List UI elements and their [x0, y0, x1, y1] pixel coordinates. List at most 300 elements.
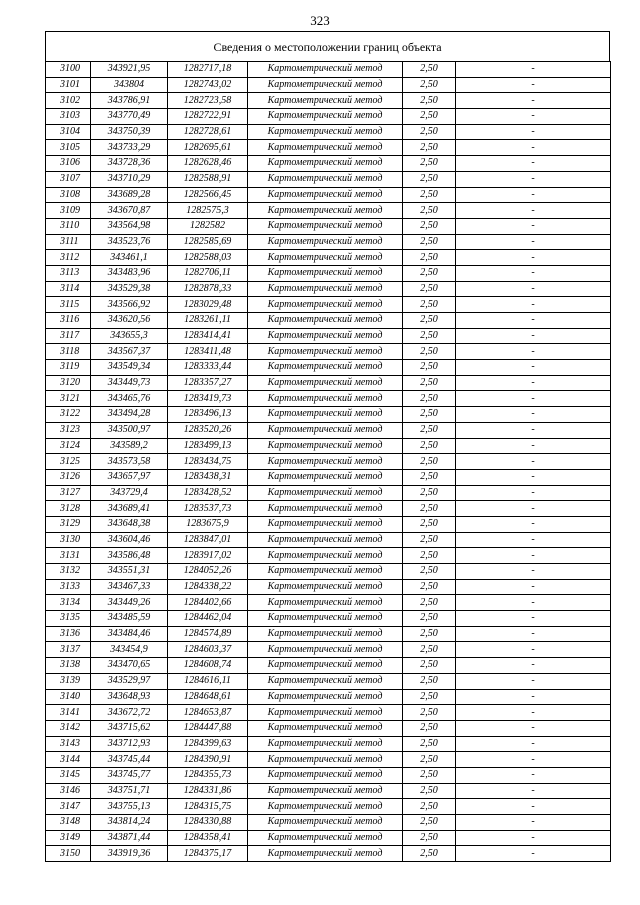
note-cell: - — [456, 799, 611, 815]
point-number-cell: 3140 — [46, 689, 91, 705]
table-row — [46, 720, 611, 736]
note-cell: - — [456, 422, 611, 438]
accuracy-cell: 2,50 — [403, 281, 456, 297]
note-cell: - — [456, 328, 611, 344]
point-number-cell: 3137 — [46, 642, 91, 658]
note-cell: - — [456, 313, 611, 329]
x-coordinate-cell: 343871,44 — [91, 830, 168, 846]
table-row — [46, 799, 611, 815]
accuracy-cell: 2,50 — [403, 438, 456, 454]
method-cell: Картометрический метод — [248, 642, 403, 658]
table-row — [46, 532, 611, 548]
method-cell: Картометрический метод — [248, 344, 403, 360]
accuracy-cell: 2,50 — [403, 407, 456, 423]
point-number-cell: 3129 — [46, 516, 91, 532]
table-row — [46, 454, 611, 470]
y-coordinate-cell: 1283847,01 — [168, 532, 248, 548]
accuracy-cell: 2,50 — [403, 109, 456, 125]
method-cell: Картометрический метод — [248, 830, 403, 846]
table-row — [46, 203, 611, 219]
y-coordinate-cell: 1283917,02 — [168, 548, 248, 564]
point-number-cell: 3115 — [46, 297, 91, 313]
note-cell: - — [456, 548, 611, 564]
x-coordinate-cell: 343485,59 — [91, 611, 168, 627]
table-row — [46, 250, 611, 266]
method-cell: Картометрический метод — [248, 218, 403, 234]
method-cell: Картометрический метод — [248, 501, 403, 517]
method-cell: Картометрический метод — [248, 736, 403, 752]
method-cell: Картометрический метод — [248, 579, 403, 595]
table-row — [46, 140, 611, 156]
point-number-cell: 3111 — [46, 234, 91, 250]
method-cell: Картометрический метод — [248, 658, 403, 674]
method-cell: Картометрический метод — [248, 187, 403, 203]
method-cell: Картометрический метод — [248, 752, 403, 768]
accuracy-cell: 2,50 — [403, 626, 456, 642]
accuracy-cell: 2,50 — [403, 93, 456, 109]
note-cell: - — [456, 720, 611, 736]
x-coordinate-cell: 343567,37 — [91, 344, 168, 360]
table-row — [46, 124, 611, 140]
y-coordinate-cell: 1283411,48 — [168, 344, 248, 360]
x-coordinate-cell: 343733,29 — [91, 140, 168, 156]
x-coordinate-cell: 343689,28 — [91, 187, 168, 203]
point-number-cell: 3101 — [46, 77, 91, 93]
table-title: Сведения о местоположении границ объекта — [45, 31, 610, 61]
method-cell: Картометрический метод — [248, 375, 403, 391]
y-coordinate-cell: 1283414,41 — [168, 328, 248, 344]
accuracy-cell: 2,50 — [403, 501, 456, 517]
y-coordinate-cell: 1282878,33 — [168, 281, 248, 297]
method-cell: Картометрический метод — [248, 438, 403, 454]
x-coordinate-cell: 343745,44 — [91, 752, 168, 768]
note-cell: - — [456, 579, 611, 595]
note-cell: - — [456, 815, 611, 831]
note-cell: - — [456, 140, 611, 156]
method-cell: Картометрический метод — [248, 469, 403, 485]
table-row — [46, 218, 611, 234]
point-number-cell: 3118 — [46, 344, 91, 360]
table-row — [46, 516, 611, 532]
x-coordinate-cell: 343461,1 — [91, 250, 168, 266]
table-row — [46, 579, 611, 595]
point-number-cell: 3136 — [46, 626, 91, 642]
x-coordinate-cell: 343500,97 — [91, 422, 168, 438]
point-number-cell: 3119 — [46, 360, 91, 376]
point-number-cell: 3116 — [46, 313, 91, 329]
accuracy-cell: 2,50 — [403, 532, 456, 548]
note-cell: - — [456, 673, 611, 689]
note-cell: - — [456, 391, 611, 407]
accuracy-cell: 2,50 — [403, 767, 456, 783]
method-cell: Картометрический метод — [248, 485, 403, 501]
accuracy-cell: 2,50 — [403, 265, 456, 281]
note-cell: - — [456, 407, 611, 423]
accuracy-cell: 2,50 — [403, 611, 456, 627]
x-coordinate-cell: 343620,56 — [91, 313, 168, 329]
x-coordinate-cell: 343465,76 — [91, 391, 168, 407]
y-coordinate-cell: 1284052,26 — [168, 564, 248, 580]
note-cell: - — [456, 62, 611, 78]
point-number-cell: 3108 — [46, 187, 91, 203]
accuracy-cell: 2,50 — [403, 485, 456, 501]
method-cell: Картометрический метод — [248, 265, 403, 281]
table-row — [46, 564, 611, 580]
note-cell: - — [456, 124, 611, 140]
y-coordinate-cell: 1282717,18 — [168, 62, 248, 78]
note-cell: - — [456, 689, 611, 705]
method-cell: Картометрический метод — [248, 422, 403, 438]
x-coordinate-cell: 343449,26 — [91, 595, 168, 611]
point-number-cell: 3149 — [46, 830, 91, 846]
y-coordinate-cell: 1282723,58 — [168, 93, 248, 109]
x-coordinate-cell: 343770,49 — [91, 109, 168, 125]
table-row — [46, 830, 611, 846]
table-row — [46, 281, 611, 297]
note-cell: - — [456, 281, 611, 297]
point-number-cell: 3107 — [46, 171, 91, 187]
y-coordinate-cell: 1283261,11 — [168, 313, 248, 329]
table-row — [46, 501, 611, 517]
method-cell: Картометрический метод — [248, 281, 403, 297]
y-coordinate-cell: 1282585,69 — [168, 234, 248, 250]
method-cell: Картометрический метод — [248, 815, 403, 831]
accuracy-cell: 2,50 — [403, 705, 456, 721]
table-row — [46, 313, 611, 329]
x-coordinate-cell: 343648,38 — [91, 516, 168, 532]
y-coordinate-cell: 1283434,75 — [168, 454, 248, 470]
y-coordinate-cell: 1283428,52 — [168, 485, 248, 501]
point-number-cell: 3110 — [46, 218, 91, 234]
method-cell: Картометрический метод — [248, 297, 403, 313]
x-coordinate-cell: 343467,33 — [91, 579, 168, 595]
note-cell: - — [456, 705, 611, 721]
table-row — [46, 234, 611, 250]
point-number-cell: 3143 — [46, 736, 91, 752]
note-cell: - — [456, 234, 611, 250]
y-coordinate-cell: 1282706,11 — [168, 265, 248, 281]
y-coordinate-cell: 1282743,02 — [168, 77, 248, 93]
accuracy-cell: 2,50 — [403, 736, 456, 752]
accuracy-cell: 2,50 — [403, 720, 456, 736]
method-cell: Картометрический метод — [248, 140, 403, 156]
point-number-cell: 3125 — [46, 454, 91, 470]
point-number-cell: 3100 — [46, 62, 91, 78]
note-cell: - — [456, 438, 611, 454]
method-cell: Картометрический метод — [248, 846, 403, 862]
table-row — [46, 156, 611, 172]
accuracy-cell: 2,50 — [403, 297, 456, 313]
accuracy-cell: 2,50 — [403, 140, 456, 156]
y-coordinate-cell: 1282628,46 — [168, 156, 248, 172]
x-coordinate-cell: 343814,24 — [91, 815, 168, 831]
point-number-cell: 3126 — [46, 469, 91, 485]
note-cell: - — [456, 171, 611, 187]
x-coordinate-cell: 343715,62 — [91, 720, 168, 736]
point-number-cell: 3105 — [46, 140, 91, 156]
table-row — [46, 265, 611, 281]
accuracy-cell: 2,50 — [403, 344, 456, 360]
point-number-cell: 3144 — [46, 752, 91, 768]
x-coordinate-cell: 343786,91 — [91, 93, 168, 109]
note-cell: - — [456, 830, 611, 846]
accuracy-cell: 2,50 — [403, 218, 456, 234]
table-row — [46, 422, 611, 438]
accuracy-cell: 2,50 — [403, 203, 456, 219]
y-coordinate-cell: 1283029,48 — [168, 297, 248, 313]
accuracy-cell: 2,50 — [403, 156, 456, 172]
y-coordinate-cell: 1283537,73 — [168, 501, 248, 517]
y-coordinate-cell: 1284399,63 — [168, 736, 248, 752]
x-coordinate-cell: 343689,41 — [91, 501, 168, 517]
accuracy-cell: 2,50 — [403, 62, 456, 78]
table-row — [46, 171, 611, 187]
table-row — [46, 626, 611, 642]
x-coordinate-cell: 343728,36 — [91, 156, 168, 172]
accuracy-cell: 2,50 — [403, 313, 456, 329]
method-cell: Картометрический метод — [248, 595, 403, 611]
table-row — [46, 658, 611, 674]
table-row — [46, 375, 611, 391]
y-coordinate-cell: 1284608,74 — [168, 658, 248, 674]
table-row — [46, 391, 611, 407]
point-number-cell: 3104 — [46, 124, 91, 140]
accuracy-cell: 2,50 — [403, 815, 456, 831]
accuracy-cell: 2,50 — [403, 783, 456, 799]
method-cell: Картометрический метод — [248, 673, 403, 689]
note-cell: - — [456, 642, 611, 658]
accuracy-cell: 2,50 — [403, 799, 456, 815]
accuracy-cell: 2,50 — [403, 328, 456, 344]
note-cell: - — [456, 375, 611, 391]
table-row — [46, 187, 611, 203]
accuracy-cell: 2,50 — [403, 642, 456, 658]
x-coordinate-cell: 343470,65 — [91, 658, 168, 674]
accuracy-cell: 2,50 — [403, 469, 456, 485]
accuracy-cell: 2,50 — [403, 564, 456, 580]
table-row — [46, 407, 611, 423]
y-coordinate-cell: 1284358,41 — [168, 830, 248, 846]
y-coordinate-cell: 1284330,88 — [168, 815, 248, 831]
note-cell: - — [456, 752, 611, 768]
table-row — [46, 815, 611, 831]
table-row — [46, 297, 611, 313]
y-coordinate-cell: 1284574,89 — [168, 626, 248, 642]
table-row — [46, 705, 611, 721]
y-coordinate-cell: 1283419,73 — [168, 391, 248, 407]
point-number-cell: 3102 — [46, 93, 91, 109]
x-coordinate-cell: 343566,92 — [91, 297, 168, 313]
note-cell: - — [456, 564, 611, 580]
method-cell: Картометрический метод — [248, 93, 403, 109]
accuracy-cell: 2,50 — [403, 391, 456, 407]
accuracy-cell: 2,50 — [403, 454, 456, 470]
table-row — [46, 673, 611, 689]
x-coordinate-cell: 343549,34 — [91, 360, 168, 376]
point-number-cell: 3145 — [46, 767, 91, 783]
accuracy-cell: 2,50 — [403, 187, 456, 203]
point-number-cell: 3120 — [46, 375, 91, 391]
method-cell: Картометрический метод — [248, 156, 403, 172]
y-coordinate-cell: 1284338,22 — [168, 579, 248, 595]
x-coordinate-cell: 343710,29 — [91, 171, 168, 187]
table-row — [46, 485, 611, 501]
x-coordinate-cell: 343484,46 — [91, 626, 168, 642]
y-coordinate-cell: 1284648,61 — [168, 689, 248, 705]
table-row — [46, 344, 611, 360]
accuracy-cell: 2,50 — [403, 360, 456, 376]
note-cell: - — [456, 501, 611, 517]
table-row — [46, 438, 611, 454]
y-coordinate-cell: 1284355,73 — [168, 767, 248, 783]
method-cell: Картометрический метод — [248, 532, 403, 548]
point-number-cell: 3139 — [46, 673, 91, 689]
x-coordinate-cell: 343712,93 — [91, 736, 168, 752]
method-cell: Картометрический метод — [248, 171, 403, 187]
table-row — [46, 611, 611, 627]
note-cell: - — [456, 344, 611, 360]
x-coordinate-cell: 343529,97 — [91, 673, 168, 689]
table-row — [46, 93, 611, 109]
x-coordinate-cell: 343483,96 — [91, 265, 168, 281]
method-cell: Картометрический метод — [248, 109, 403, 125]
x-coordinate-cell: 343551,31 — [91, 564, 168, 580]
note-cell: - — [456, 203, 611, 219]
point-number-cell: 3141 — [46, 705, 91, 721]
note-cell: - — [456, 454, 611, 470]
method-cell: Картометрический метод — [248, 203, 403, 219]
point-number-cell: 3128 — [46, 501, 91, 517]
boundary-table-frame — [45, 31, 610, 862]
point-number-cell: 3121 — [46, 391, 91, 407]
table-row — [46, 62, 611, 78]
y-coordinate-cell: 1284462,04 — [168, 611, 248, 627]
point-number-cell: 3142 — [46, 720, 91, 736]
note-cell: - — [456, 77, 611, 93]
y-coordinate-cell: 1284390,91 — [168, 752, 248, 768]
method-cell: Картометрический метод — [248, 799, 403, 815]
point-number-cell: 3146 — [46, 783, 91, 799]
accuracy-cell: 2,50 — [403, 658, 456, 674]
coordinates-table — [45, 61, 611, 862]
table-row — [46, 767, 611, 783]
x-coordinate-cell: 343729,4 — [91, 485, 168, 501]
note-cell: - — [456, 485, 611, 501]
note-cell: - — [456, 93, 611, 109]
method-cell: Картометрический метод — [248, 516, 403, 532]
point-number-cell: 3133 — [46, 579, 91, 595]
x-coordinate-cell: 343648,93 — [91, 689, 168, 705]
method-cell: Картометрический метод — [248, 328, 403, 344]
note-cell: - — [456, 156, 611, 172]
x-coordinate-cell: 343921,95 — [91, 62, 168, 78]
table-row — [46, 109, 611, 125]
page-number: 323 — [310, 13, 330, 28]
point-number-cell: 3130 — [46, 532, 91, 548]
method-cell: Картометрический метод — [248, 564, 403, 580]
note-cell: - — [456, 767, 611, 783]
point-number-cell: 3150 — [46, 846, 91, 862]
x-coordinate-cell: 343573,58 — [91, 454, 168, 470]
method-cell: Картометрический метод — [248, 234, 403, 250]
note-cell: - — [456, 611, 611, 627]
x-coordinate-cell: 343657,97 — [91, 469, 168, 485]
method-cell: Картометрический метод — [248, 705, 403, 721]
point-number-cell: 3138 — [46, 658, 91, 674]
y-coordinate-cell: 1283438,31 — [168, 469, 248, 485]
y-coordinate-cell: 1282588,91 — [168, 171, 248, 187]
note-cell: - — [456, 846, 611, 862]
table-row — [46, 595, 611, 611]
table-row — [46, 328, 611, 344]
point-number-cell: 3148 — [46, 815, 91, 831]
accuracy-cell: 2,50 — [403, 516, 456, 532]
point-number-cell: 3113 — [46, 265, 91, 281]
point-number-cell: 3124 — [46, 438, 91, 454]
x-coordinate-cell: 343604,46 — [91, 532, 168, 548]
x-coordinate-cell: 343804 — [91, 77, 168, 93]
x-coordinate-cell: 343494,28 — [91, 407, 168, 423]
table-row — [46, 752, 611, 768]
y-coordinate-cell: 1282575,3 — [168, 203, 248, 219]
x-coordinate-cell: 343529,38 — [91, 281, 168, 297]
method-cell: Картометрический метод — [248, 454, 403, 470]
accuracy-cell: 2,50 — [403, 595, 456, 611]
point-number-cell: 3123 — [46, 422, 91, 438]
note-cell: - — [456, 532, 611, 548]
point-number-cell: 3131 — [46, 548, 91, 564]
table-row — [46, 689, 611, 705]
table-row — [46, 642, 611, 658]
note-cell: - — [456, 187, 611, 203]
method-cell: Картометрический метод — [248, 391, 403, 407]
table-row — [46, 469, 611, 485]
y-coordinate-cell: 1283499,13 — [168, 438, 248, 454]
method-cell: Картометрический метод — [248, 250, 403, 266]
note-cell: - — [456, 516, 611, 532]
accuracy-cell: 2,50 — [403, 689, 456, 705]
y-coordinate-cell: 1283520,26 — [168, 422, 248, 438]
method-cell: Картометрический метод — [248, 77, 403, 93]
y-coordinate-cell: 1283496,13 — [168, 407, 248, 423]
point-number-cell: 3103 — [46, 109, 91, 125]
y-coordinate-cell: 1282582 — [168, 218, 248, 234]
x-coordinate-cell: 343523,76 — [91, 234, 168, 250]
table-row — [46, 77, 611, 93]
x-coordinate-cell: 343672,72 — [91, 705, 168, 721]
method-cell: Картометрический метод — [248, 783, 403, 799]
accuracy-cell: 2,50 — [403, 548, 456, 564]
y-coordinate-cell: 1282722,91 — [168, 109, 248, 125]
x-coordinate-cell: 343755,13 — [91, 799, 168, 815]
x-coordinate-cell: 343655,3 — [91, 328, 168, 344]
table-row — [46, 736, 611, 752]
note-cell: - — [456, 783, 611, 799]
method-cell: Картометрический метод — [248, 313, 403, 329]
x-coordinate-cell: 343564,98 — [91, 218, 168, 234]
y-coordinate-cell: 1284447,88 — [168, 720, 248, 736]
note-cell: - — [456, 626, 611, 642]
note-cell: - — [456, 360, 611, 376]
x-coordinate-cell: 343745,77 — [91, 767, 168, 783]
accuracy-cell: 2,50 — [403, 673, 456, 689]
y-coordinate-cell: 1284616,11 — [168, 673, 248, 689]
table-row — [46, 360, 611, 376]
accuracy-cell: 2,50 — [403, 250, 456, 266]
accuracy-cell: 2,50 — [403, 846, 456, 862]
y-coordinate-cell: 1282728,61 — [168, 124, 248, 140]
y-coordinate-cell: 1283675,9 — [168, 516, 248, 532]
